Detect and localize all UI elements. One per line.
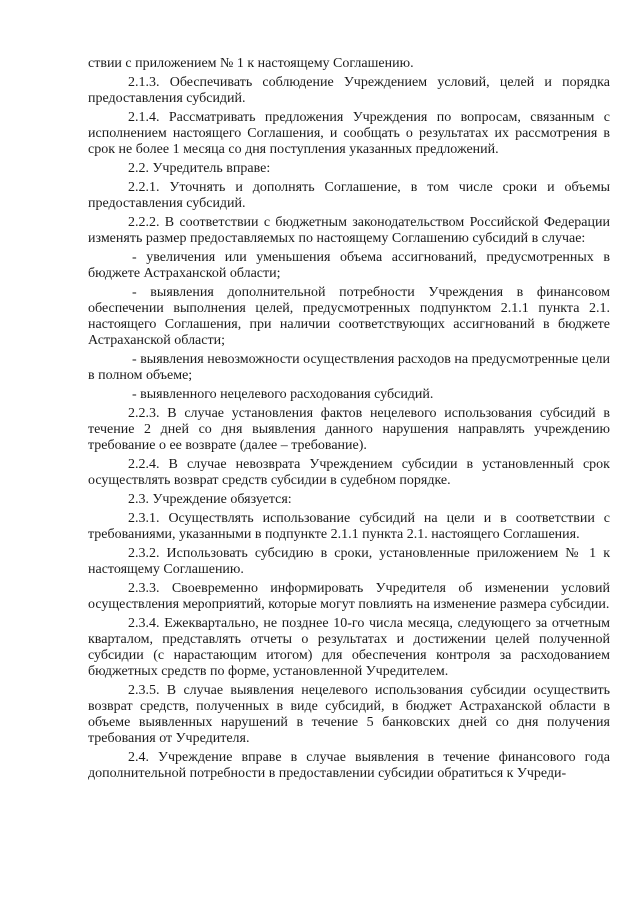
clause-2-3-5: 2.3.5. В случае выявления нецелевого использования субсидии осуществить возврат средств, полученных в виде субсидий, в бюджет Астраханской области в объеме выявленных нарушений в течение 5 банковских дней со дня получения требования от Учредителя. bbox=[88, 683, 610, 746]
list-item-misuse: - выявленного нецелевого расходования субсидий. bbox=[132, 387, 434, 402]
clause-2-3-1: 2.3.1. Осуществлять использование субсидий на цели и в соответствии с требованиями, указанными в подпункте 2.1.1 пункта 2.1. настоящего Соглашения. bbox=[88, 511, 610, 542]
clause-2-1-4: 2.1.4. Рассматривать предложения Учреждения по вопросам, связанным с исполнением настоящего Соглашения, и сообщать о результатах их рассмотрения в срок не более 1 месяца со дня поступления указанных предложений. bbox=[88, 110, 610, 157]
clause-2-2-1: 2.2.1. Уточнять и дополнять Соглашение, в том числе сроки и объемы предоставления субсидий. bbox=[88, 180, 610, 211]
clause-2-2-3: 2.2.3. В случае установления фактов нецелевого использования субсидий в течение 2 дней со дня выявления данного нарушения направлять учреждению требование о ее возврате (далее – требование). bbox=[88, 406, 610, 453]
document-page bbox=[88, 56, 610, 785]
clause-2-2-4: 2.2.4. В случае невозврата Учреждением субсидии в установленный срок осуществлять возврат средств субсидии в судебном порядке. bbox=[88, 457, 610, 488]
clause-2-3-heading: 2.3. Учреждение обязуется: bbox=[128, 492, 292, 507]
clause-2-3-2: 2.3.2. Использовать субсидию в сроки, установленные приложением № 1 к настоящему Соглашению. bbox=[88, 546, 610, 577]
clause-2-1-3: 2.1.3. Обеспечивать соблюдение Учреждением условий, целей и порядка предоставления субсидий. bbox=[88, 75, 610, 106]
list-item-additional-need: - выявления дополнительной потребности Учреждения в финансовом обеспечении выполнения целей, предусмотренных подпунктом 2.1.1 пункта 2.1. настоящего Соглашения, при наличии соответствующих ассигнований в бюджете Астраханской области; bbox=[88, 285, 610, 348]
list-item-impossibility: - выявления невозможности осуществления расходов на предусмотренные цели в полном объеме; bbox=[88, 352, 610, 383]
paragraph-continuation: ствии с приложением № 1 к настоящему Соглашению. bbox=[88, 56, 414, 71]
clause-2-3-4: 2.3.4. Ежеквартально, не позднее 10-го числа месяца, следующего за отчетным кварталом, представлять отчеты о результатах и достижении целей полученной субсидии (с нарастающим итогом) для обеспечения контроля за расходованием бюджетных средств по форме, установленной Учредителем. bbox=[88, 616, 610, 679]
list-item-allocation-change: - увеличения или уменьшения объема ассигнований, предусмотренных в бюджете Астраханской области; bbox=[88, 250, 610, 281]
clause-2-2-heading: 2.2. Учредитель вправе: bbox=[128, 161, 271, 176]
clause-2-4: 2.4. Учреждение вправе в случае выявления в течение финансового года дополнительной потребности в предоставлении субсидии обратиться к Учреди- bbox=[88, 750, 610, 781]
clause-2-3-3: 2.3.3. Своевременно информировать Учредителя об изменении условий осуществления мероприятий, которые могут повлиять на изменение размера субсидии. bbox=[88, 581, 610, 612]
clause-2-2-2: 2.2.2. В соответствии с бюджетным законодательством Российской Федерации изменять размер предоставляемых по настоящему Соглашению субсидий в случае: bbox=[88, 215, 610, 246]
